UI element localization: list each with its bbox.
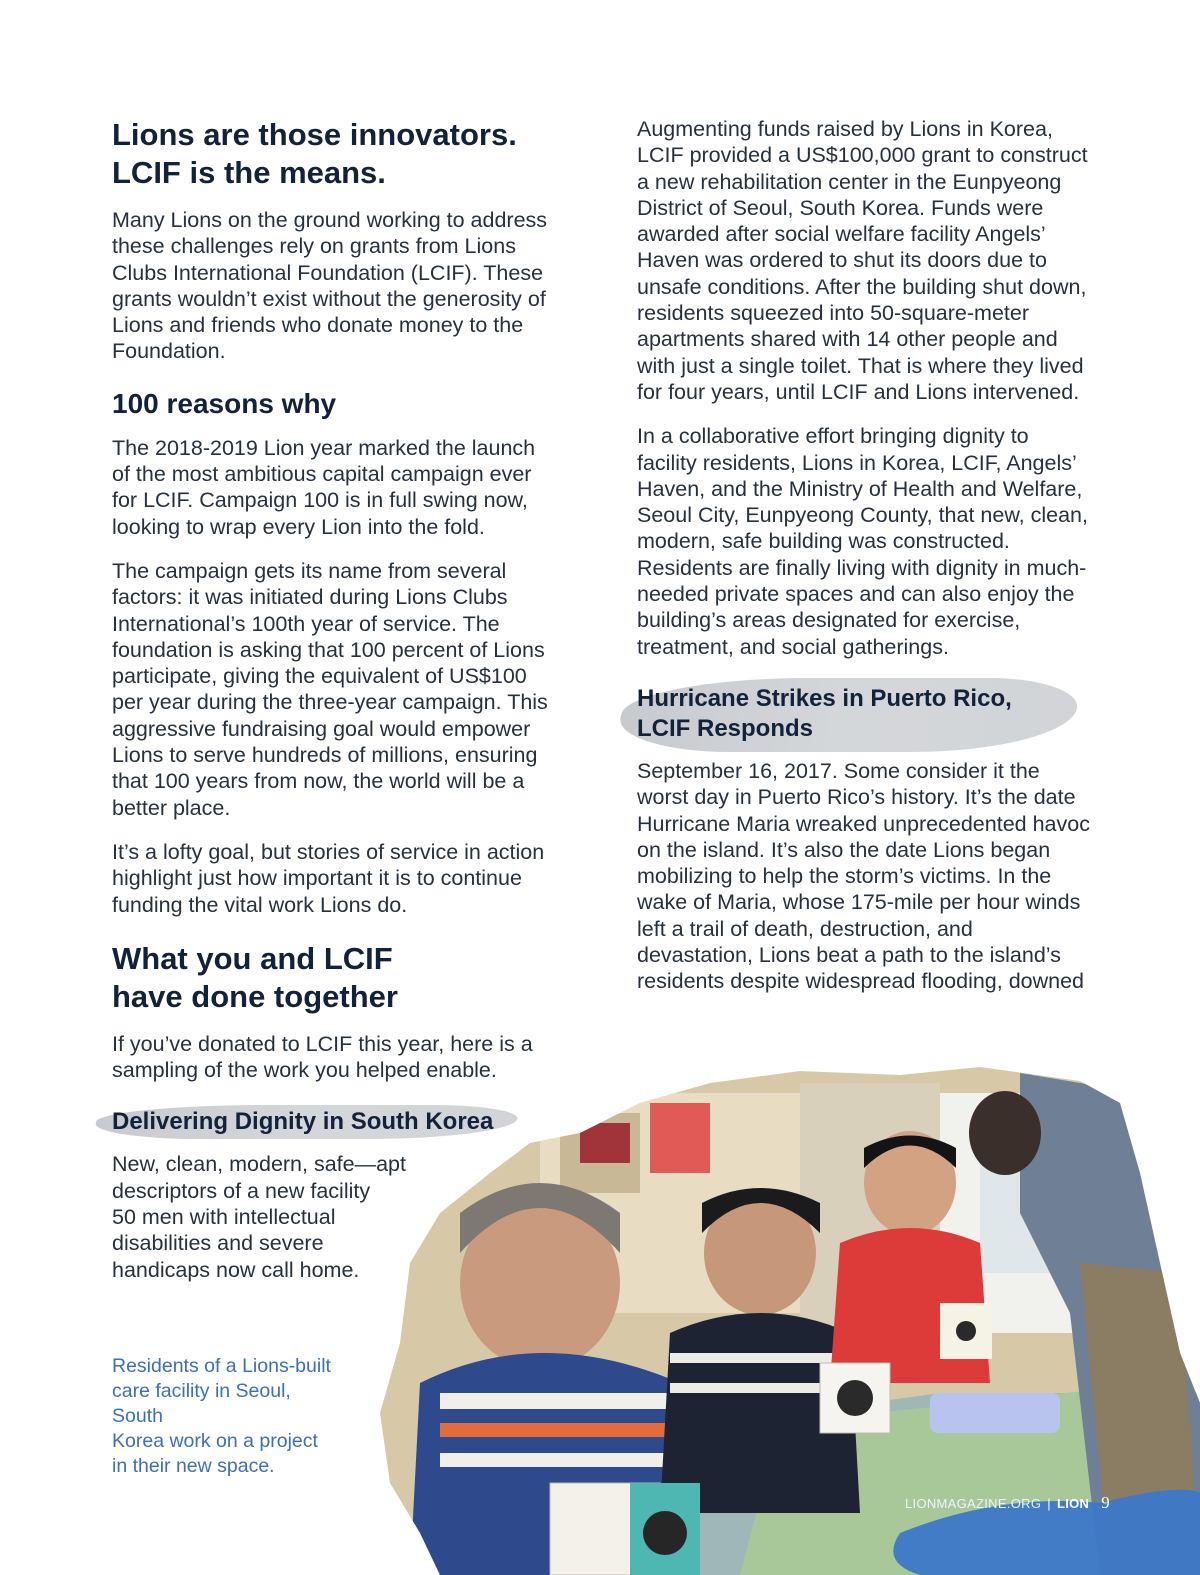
left-column — [112, 116, 557, 1301]
paragraph-grants: Many Lions on the ground working to address these challenges rely on grants from Lions Clubs International Foundation (LCIF). These grants wouldn’t exist without the generosity of Lions and friends who donate money to the Foundation. — [112, 208, 548, 364]
paragraph-campaign-launch: The 2018-2019 Lion year marked the launch of the most ambitious capital campaign ever for LCIF. Campaign 100 is in full swing now, looking to wrap every Lion into the fold. — [112, 435, 536, 539]
right-column — [637, 116, 1092, 1013]
paragraph-donated: If you’ve donated to LCIF this year, here is a sampling of the work you helped enable. — [112, 1031, 533, 1083]
footer-site: LIONMAGAZINE.ORG — [905, 1495, 1042, 1511]
section-heading-100-reasons: 100 reasons why — [112, 387, 337, 419]
text-line: 50 men with intellectual — [112, 1205, 336, 1230]
subheading-line: LCIF Responds — [637, 714, 814, 742]
footer-separator: | — [1047, 1495, 1051, 1511]
paragraph-korea-grant: Augmenting funds raised by Lions in Korea, LCIF provided a US$100,000 grant to construct a new rehabilitation center in the Eunpyeong District of Seoul, South Korea. Funds were awarded after social welfare facility Angels’ Haven was ordered to shut its doors due to unsafe conditions. After the building shut down, residents squeezed into 50-square-meter apartments shared with 14 other people and with just a single toilet. That is where they lived for four years, until LCIF and Lions intervened. — [637, 117, 1088, 404]
text-line: descriptors of a new facility — [112, 1178, 371, 1203]
section-heading-done-together — [112, 940, 557, 1016]
caption-line: in their new space. — [112, 1455, 275, 1477]
heading-line: LCIF is the means. — [112, 155, 386, 190]
photo-caption — [112, 1354, 342, 1479]
subheading-puerto-rico — [637, 684, 1012, 744]
paragraph-campaign-name: The campaign gets its name from several factors: it was initiated during Lions Clubs International’s 100th year of service. The foundation is asking that 100 percent of Lions participate, giving the equivalent of US$100 per year during the three-year campaign. This aggressive fundraising goal would empower Lions to serve hundreds of millions, ensuring that 100 years from now, the world will be a better place. — [112, 558, 548, 820]
page-number: 9 — [1101, 1493, 1111, 1512]
page-footer — [905, 1490, 1110, 1516]
paragraph-collaborative-effort: In a collaborative effort bringing dignity to facility residents, Lions in Korea, LCIF, Angels’ Haven, and the Ministry of Health and Welfare, Seoul City, Eunpyeong County, that new, clean, modern, safe building was constructed. Residents are finally living with dignity in much-needed private spaces and can also enjoy the building’s areas designated for exercise, treatment, and social gatherings. — [637, 424, 1088, 659]
text-line: disabilities and severe — [112, 1231, 324, 1256]
heading-line: Lions are those innovators. — [112, 117, 517, 152]
caption-line: Korea work on a project — [112, 1430, 318, 1452]
caption-line: care facility in Seoul, South — [112, 1380, 291, 1427]
paragraph-hurricane-maria: September 16, 2017. Some consider it the worst day in Puerto Rico’s history. It’s the date Hurricane Maria wreaked unprecedented havoc on the island. It’s also the date Lions began mobilizing to help the storm’s victims. In the wake of Maria, whose 175-mile per hour winds left a trail of death, destruction, and devastation, Lions beat a path to the island’s residents despite widespread flooding, downed — [637, 758, 1090, 994]
subheading-south-korea: Delivering Dignity in South Korea — [112, 1108, 494, 1136]
footer-magazine: LION — [1056, 1495, 1090, 1511]
subheading-line: Hurricane Strikes in Puerto Rico, — [637, 684, 1012, 712]
heading-line: What you and LCIF — [112, 940, 393, 976]
text-line: handicaps now call home. — [112, 1257, 360, 1282]
caption-line: Residents of a Lions-built — [112, 1355, 331, 1377]
paragraph-new-facility — [112, 1151, 412, 1282]
paragraph-lofty-goal: It’s a lofty goal, but stories of service in action highlight just how important it is to continue funding the vital work Lions do. — [112, 839, 545, 917]
text-line: New, clean, modern, safe—apt — [112, 1152, 406, 1177]
heading-line: have done together — [112, 978, 398, 1014]
section-heading-innovators — [112, 116, 557, 192]
